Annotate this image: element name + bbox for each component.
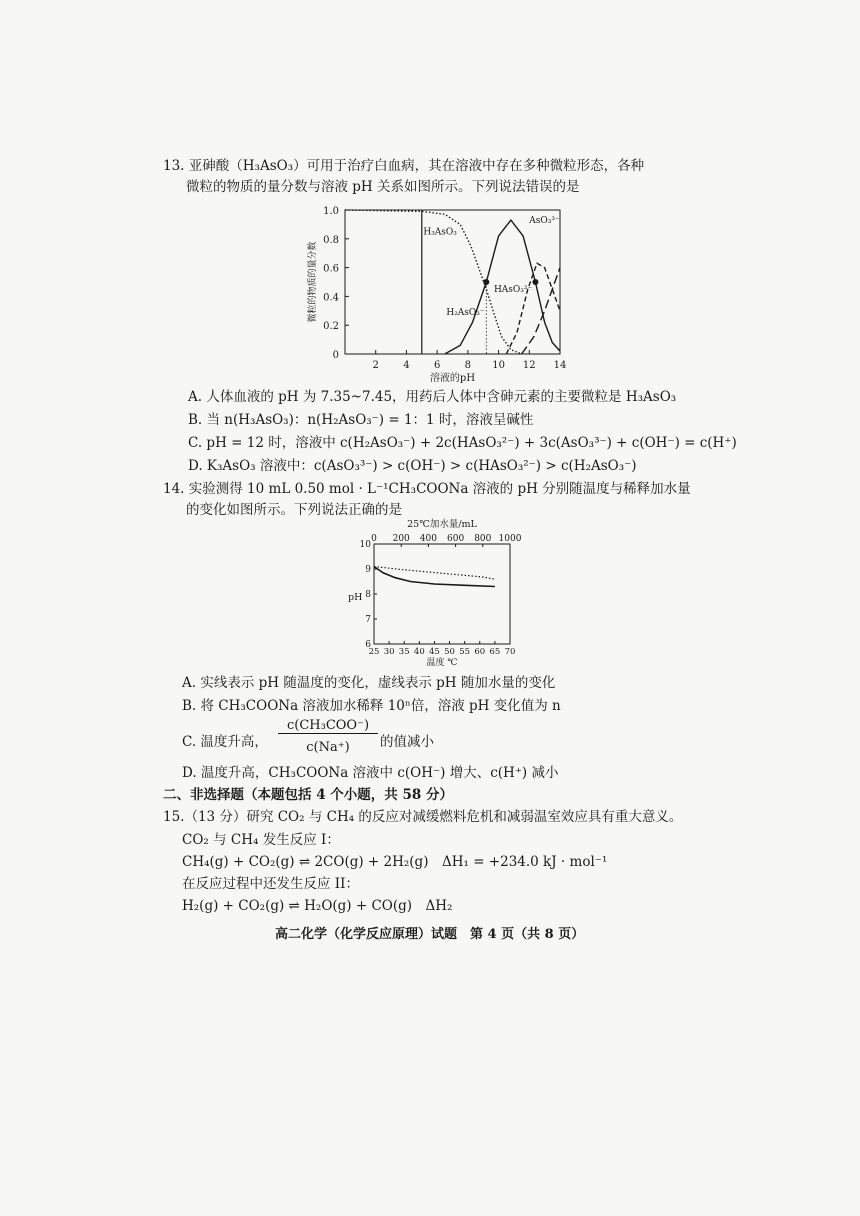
chart13-x-tick-label: 12 [522, 360, 536, 371]
chart14-top-axis-label: 25℃加水量/mL [407, 519, 477, 530]
chart13-x-tick-label: 6 [433, 360, 441, 371]
chart14-top-tick-label: 400 [419, 534, 437, 544]
chart14-top-tick-label: 0 [371, 534, 377, 544]
chart14-ph-plot [338, 518, 538, 668]
chart14-top-tick-label: 800 [474, 534, 492, 544]
chart13-species-label: H₃AsO₃ [423, 227, 457, 238]
chart14-bottom-tick-label: 65 [489, 647, 501, 657]
chart13-species-label: AsO₃³⁻ [529, 215, 560, 226]
q15-line1: 15.（13 分）研究 CO₂ 与 CH₄ 的反应对减缓燃料危机和减弱温室效应具有重大意义。 [163, 809, 683, 825]
q14-option-c-suffix: 的值减小 [380, 734, 434, 750]
q13-option-c: C. pH = 12 时，溶液中 c(H₂AsO₃⁻) + 2c(HAsO₃²⁻) + 3c(AsO₃³⁻) + c(OH⁻) = c(H⁺) [188, 435, 737, 451]
page-footer: 高二化学（化学反应原理）试题 第 4 页（共 8 页） [275, 927, 585, 942]
chart13-y-tick-label: 0.2 [323, 321, 339, 333]
q13-option-b: B. 当 n(H₃AsO₃)：n(H₂AsO₃⁻) = 1：1 时，溶液呈碱性 [188, 412, 534, 428]
q14-option-d: D. 温度升高，CH₃COONa 溶液中 c(OH⁻) 增大、c(H⁺) 减小 [182, 765, 559, 781]
q14-stem-line2: 的变化如图所示。下列说法正确的是 [186, 502, 402, 518]
q14-option-b: B. 将 CH₃COONa 溶液加水稀释 10ⁿ倍，溶液 pH 变化值为 n [182, 698, 561, 714]
chart14-top-tick-label: 200 [392, 534, 410, 544]
q13-stem-line1: 13. 亚砷酸（H₃AsO₃）可用于治疗白血病，其在溶液中存在多种微粒形态，各种 [163, 158, 645, 174]
chart14-plot-frame [374, 544, 510, 644]
chart13-y-tick-label: 1.0 [323, 206, 339, 217]
q15-line4: 在反应过程中还发生反应 II： [182, 876, 359, 892]
chart13-y-tick-label: 0.6 [323, 263, 339, 275]
chart14-y-tick-label: 9 [365, 565, 371, 575]
chart14-y-tick-label: 7 [365, 615, 371, 625]
chart13-y-tick-label: 0 [332, 350, 339, 361]
chart14-bottom-tick-label: 60 [474, 647, 486, 657]
chart13-speciation-plot [295, 198, 585, 388]
chart14-y-tick-label: 8 [365, 590, 371, 600]
section2-heading: 二、非选择题（本题包括 4 个小题，共 58 分） [163, 787, 453, 803]
chart14-bottom-tick-label: 70 [504, 647, 516, 657]
chart13-x-tick-label: 2 [372, 360, 379, 371]
chart13-series-line [522, 268, 560, 354]
chart13-y-tick-label: 0.8 [323, 234, 339, 246]
chart13-y-axis-label: 微粒的物质的量分数 [308, 241, 318, 323]
q14-option-c-denominator: c(Na⁺) [306, 740, 350, 755]
chart13-x-tick-label: 10 [492, 360, 505, 371]
chart14-y-axis-label: pH [348, 592, 363, 603]
chart14-series-line [374, 567, 495, 587]
q13-stem-line2: 微粒的物质的量分数与溶液 pH 关系如图所示。下列说法错误的是 [186, 179, 580, 195]
chart13-intersection-point [483, 279, 489, 285]
q14-option-c-numerator: c(CH₃COO⁻) [278, 718, 378, 734]
q13-option-a: A. 人体血液的 pH 为 7.35~7.45，用药后人体中含砷元素的主要微粒是 H₃AsO₃ [188, 389, 677, 405]
q14-stem-line1: 14. 实验测得 10 mL 0.50 mol · L⁻¹CH₃COONa 溶液的 pH 分别随温度与稀释加水量 [163, 481, 691, 497]
chart14-y-tick-label: 6 [365, 640, 371, 650]
chart14-bottom-tick-label: 35 [398, 647, 410, 657]
chart14-bottom-tick-label: 55 [459, 647, 471, 657]
q14-option-c-prefix: C. 温度升高， [182, 734, 268, 750]
chart13-intersection-point [532, 279, 538, 285]
chart14-bottom-tick-label: 50 [444, 647, 455, 657]
chart14-bottom-axis-label: 温度 ℃ [426, 658, 458, 668]
chart14-top-tick-label: 600 [447, 534, 465, 544]
q15-reaction1: CH₄(g) + CO₂(g) ⇌ 2CO(g) + 2H₂(g) ΔH₁ = +234.0 kJ · mol⁻¹ [182, 854, 608, 870]
chart13-y-tick-label: 0.4 [323, 292, 339, 304]
chart13-x-tick-label: 14 [553, 360, 567, 371]
chart13-species-label: H₂AsO₃⁻ [446, 308, 485, 319]
chart13-x-tick-label: 8 [464, 360, 472, 371]
chart13-x-axis-label: 溶液的pH [429, 373, 476, 384]
chart14-y-tick-label: 10 [359, 540, 371, 550]
chart14-top-tick-label: 1000 [498, 534, 522, 544]
chart14-bottom-tick-label: 25 [368, 647, 380, 657]
chart13-species-label: HAsO₃²⁻ [493, 285, 533, 296]
chart14-bottom-tick-label: 40 [413, 647, 425, 657]
chart14-bottom-tick-label: 45 [429, 647, 440, 657]
chart14-bottom-tick-label: 30 [383, 647, 395, 657]
q14-option-a: A. 实线表示 pH 随温度的变化，虚线表示 pH 随加水量的变化 [182, 675, 556, 691]
q15-reaction2: H₂(g) + CO₂(g) ⇌ H₂O(g) + CO(g) ΔH₂ [182, 898, 453, 914]
chart13-x-tick-label: 4 [403, 360, 410, 371]
q13-option-d: D. K₃AsO₃ 溶液中：c(AsO₃³⁻) > c(OH⁻) > c(HAsO₃²⁻) > c(H₂AsO₃⁻) [188, 458, 637, 474]
q15-line2: CO₂ 与 CH₄ 发生反应 I： [182, 832, 340, 848]
